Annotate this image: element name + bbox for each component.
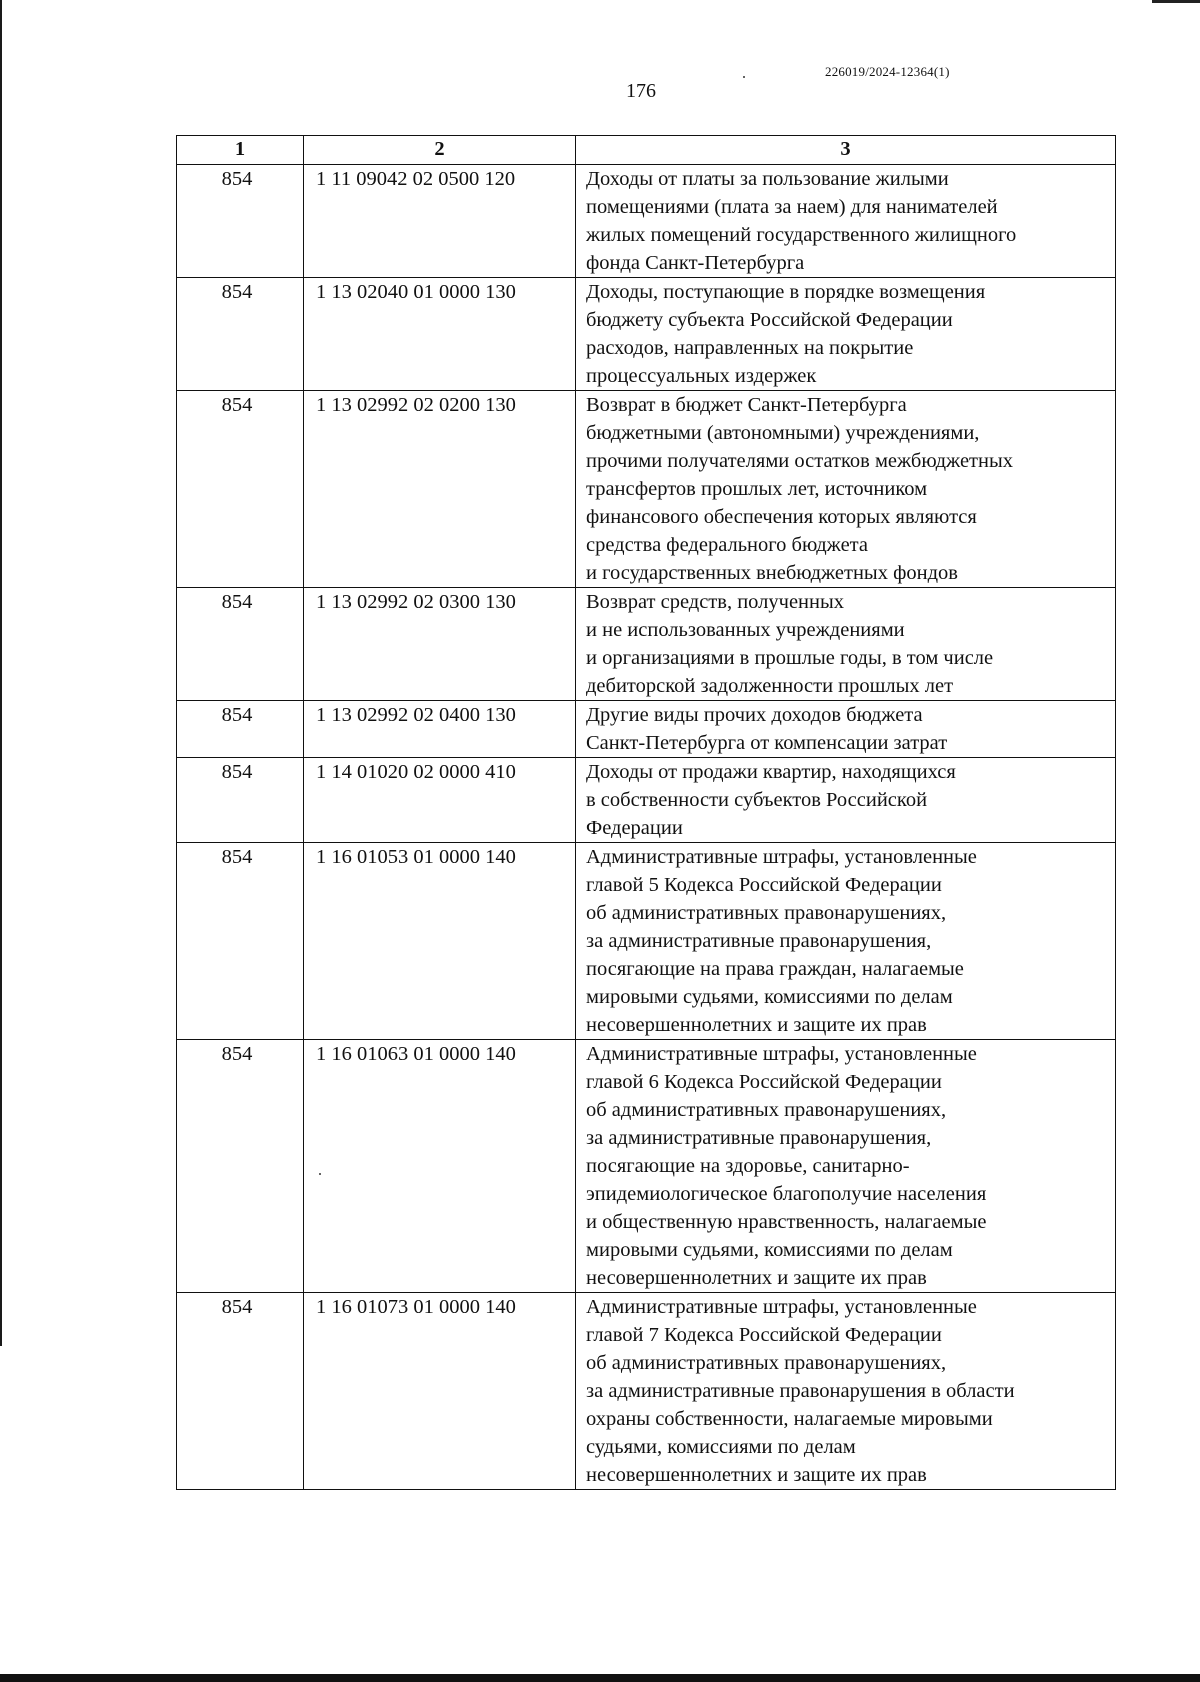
description-line: помещениями (плата за наем) для нанимателей xyxy=(586,196,998,218)
description-line: Санкт-Петербурга от компенсации затрат xyxy=(586,732,948,754)
table-row xyxy=(177,758,1116,843)
table-body xyxy=(177,165,1116,1490)
description-cell xyxy=(576,1040,1116,1293)
description-line: охраны собственности, налагаемые мировыми xyxy=(586,1408,993,1430)
description-line: посягающие на права граждан, налагаемые xyxy=(586,958,964,980)
description-line: трансфертов прошлых лет, источником xyxy=(586,478,928,500)
description-line: эпидемиологическое благополучие населения xyxy=(586,1183,987,1205)
scan-edge-left xyxy=(0,0,2,1346)
admin-code-cell: 854 xyxy=(177,758,304,843)
description-cell xyxy=(576,701,1116,758)
description-line: в собственности субъектов Российской xyxy=(586,789,928,811)
description-line: процессуальных издержек xyxy=(586,365,817,387)
description-line: Возврат средств, полученных xyxy=(586,591,845,613)
scan-edge-top xyxy=(1152,0,1200,3)
admin-code-cell: 854 xyxy=(177,1040,304,1293)
description-line: мировыми судьями, комиссиями по делам xyxy=(586,1239,953,1261)
description-line: бюджету субъекта Российской Федерации xyxy=(586,309,953,331)
description-line: несовершеннолетних и защите их прав xyxy=(586,1464,927,1486)
scan-speck xyxy=(743,76,745,78)
description-line: расходов, направленных на покрытие xyxy=(586,337,914,359)
admin-code-cell: 854 xyxy=(177,165,304,278)
column-header-2: 2 xyxy=(304,136,576,165)
table-header-row xyxy=(177,136,1116,165)
description-line: судьями, комиссиями по делам xyxy=(586,1436,856,1458)
description-line: Административные штрафы, установленные xyxy=(586,1043,977,1065)
description-line: и не использованных учреждениями xyxy=(586,619,905,641)
description-cell xyxy=(576,278,1116,391)
description-cell xyxy=(576,165,1116,278)
description-cell xyxy=(576,843,1116,1040)
revenue-codes-table xyxy=(176,135,1116,1490)
scan-edge-bottom xyxy=(0,1674,1200,1682)
budget-code-cell: 1 14 01020 02 0000 410 xyxy=(304,758,576,843)
description-line: жилых помещений государственного жилищного xyxy=(586,224,1017,246)
budget-code-cell: 1 13 02992 02 0200 130 xyxy=(304,391,576,588)
column-header-3: 3 xyxy=(576,136,1116,165)
admin-code-cell: 854 xyxy=(177,1293,304,1490)
budget-code-cell: 1 13 02992 02 0400 130 xyxy=(304,701,576,758)
description-cell xyxy=(576,758,1116,843)
description-line: Доходы от продажи квартир, находящихся xyxy=(586,761,956,783)
admin-code-cell: 854 xyxy=(177,843,304,1040)
description-line: несовершеннолетних и защите их прав xyxy=(586,1014,927,1036)
description-line: главой 5 Кодекса Российской Федерации xyxy=(586,874,942,896)
table-row xyxy=(177,701,1116,758)
description-line: об административных правонарушениях, xyxy=(586,1099,947,1121)
description-line: прочими получателями остатков межбюджетных xyxy=(586,450,1013,472)
description-line: Доходы, поступающие в порядке возмещения xyxy=(586,281,986,303)
table-row xyxy=(177,1040,1116,1293)
admin-code-cell: 854 xyxy=(177,588,304,701)
table-row xyxy=(177,391,1116,588)
budget-code-cell: 1 16 01053 01 0000 140 xyxy=(304,843,576,1040)
budget-code-cell: 1 11 09042 02 0500 120 xyxy=(304,165,576,278)
description-line: финансового обеспечения которых являются xyxy=(586,506,977,528)
description-line: посягающие на здоровье, санитарно- xyxy=(586,1155,910,1177)
description-line: несовершеннолетних и защите их прав xyxy=(586,1267,927,1289)
table-row xyxy=(177,278,1116,391)
budget-code-cell: 1 13 02992 02 0300 130 xyxy=(304,588,576,701)
description-line: Административные штрафы, установленные xyxy=(586,1296,977,1318)
table-row xyxy=(177,588,1116,701)
page-number: 176 xyxy=(626,80,656,102)
table-row xyxy=(177,165,1116,278)
description-line: и организациями в прошлые годы, в том числе xyxy=(586,647,994,669)
description-line: за административные правонарушения, xyxy=(586,930,932,952)
description-line: главой 6 Кодекса Российской Федерации xyxy=(586,1071,942,1093)
description-line: Доходы от платы за пользование жилыми xyxy=(586,168,949,190)
description-line: об административных правонарушениях, xyxy=(586,902,947,924)
description-line: за административные правонарушения, xyxy=(586,1127,932,1149)
budget-code-cell: 1 16 01073 01 0000 140 xyxy=(304,1293,576,1490)
description-cell xyxy=(576,588,1116,701)
description-line: и общественную нравственность, налагаемые xyxy=(586,1211,987,1233)
budget-code-cell: 1 16 01063 01 0000 140 xyxy=(304,1040,576,1293)
description-line: главой 7 Кодекса Российской Федерации xyxy=(586,1324,942,1346)
description-line: Другие виды прочих доходов бюджета xyxy=(586,704,923,726)
description-line: Федерации xyxy=(586,817,683,839)
table-row xyxy=(177,843,1116,1040)
description-line: и государственных внебюджетных фондов xyxy=(586,562,958,584)
description-line: мировыми судьями, комиссиями по делам xyxy=(586,986,953,1008)
column-header-1: 1 xyxy=(177,136,304,165)
document-number: 226019/2024-12364(1) xyxy=(825,64,950,79)
table-row xyxy=(177,1293,1116,1490)
description-line: фонда Санкт-Петербурга xyxy=(586,252,805,274)
admin-code-cell: 854 xyxy=(177,701,304,758)
admin-code-cell: 854 xyxy=(177,391,304,588)
description-line: Административные штрафы, установленные xyxy=(586,846,977,868)
description-line: об административных правонарушениях, xyxy=(586,1352,947,1374)
description-line: Возврат в бюджет Санкт-Петербурга xyxy=(586,394,907,416)
description-line: средства федерального бюджета xyxy=(586,534,868,556)
description-cell xyxy=(576,391,1116,588)
description-cell xyxy=(576,1293,1116,1490)
description-line: дебиторской задолженности прошлых лет xyxy=(586,675,954,697)
admin-code-cell: 854 xyxy=(177,278,304,391)
description-line: за административные правонарушения в области xyxy=(586,1380,1015,1402)
budget-code-cell: 1 13 02040 01 0000 130 xyxy=(304,278,576,391)
description-line: бюджетными (автономными) учреждениями, xyxy=(586,422,980,444)
